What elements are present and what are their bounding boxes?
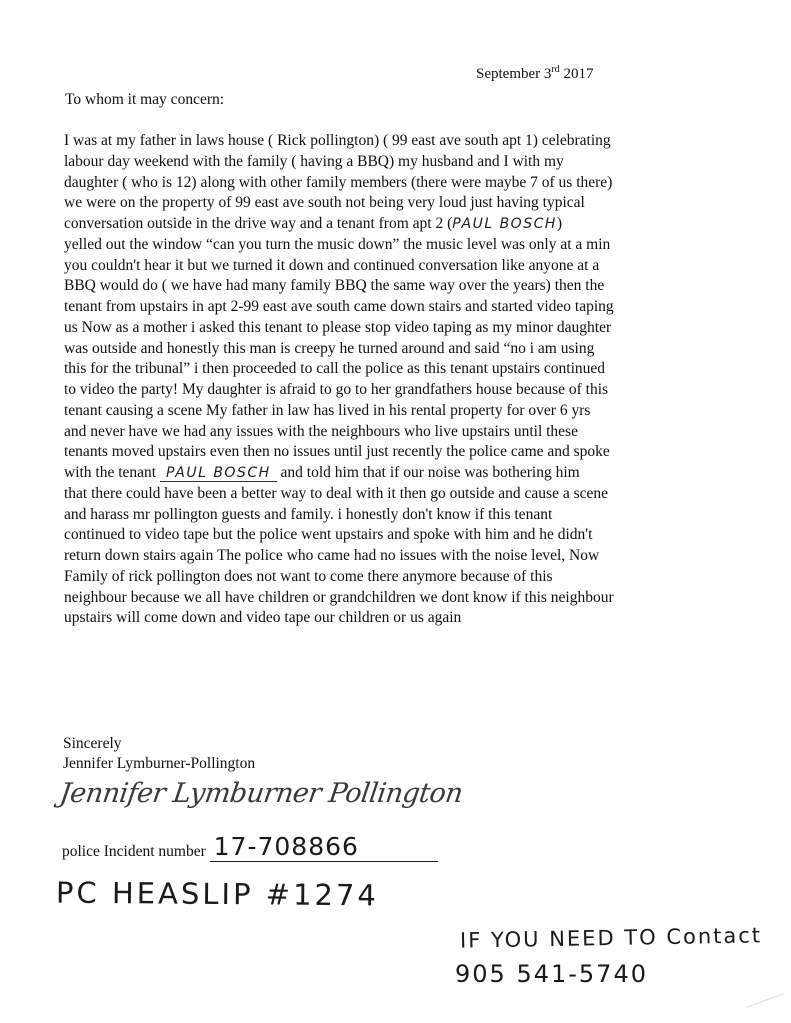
body-line: [64, 256, 764, 277]
handwritten-tenant-name: PAUL BOSCH: [160, 465, 277, 482]
body-line-text: with the tenant: [64, 464, 160, 481]
body-line-text: us Now as a mother i asked this tenant to please stop video taping as my minor daughter: [64, 318, 612, 336]
body-line-text: BBQ would do ( we have had many family BBQ the same way over the years) then the: [64, 277, 605, 295]
body-line-text: labour day weekend with the family ( having a BBQ) my husband and I with my: [64, 152, 564, 170]
body-line: [64, 152, 764, 173]
body-line: [64, 359, 764, 380]
body-line: [64, 235, 764, 256]
contact-phone-number: 905 541-5740: [455, 960, 648, 988]
body-line-text: upstairs will come down and video tape our children or us again: [64, 609, 462, 627]
body-line-text: Family of rick pollington does not want to come there anymore because of this: [64, 567, 553, 585]
body-line-text: and never have we had any issues with the neighbours who live upstairs until these: [64, 422, 578, 440]
closing-block: [63, 734, 255, 774]
author-name: Jennifer Lymburner-Pollington: [63, 755, 256, 772]
letter-date: [476, 64, 594, 84]
body-line: [64, 214, 764, 235]
body-line-text: continued to video tape but the police went upstairs and spoke with him and he didn't: [64, 526, 593, 544]
body-line: [64, 463, 764, 484]
date-ordinal-suffix: rd: [551, 64, 560, 75]
body-line: [64, 131, 764, 152]
incident-number: 17-708866: [210, 833, 438, 862]
scan-mark: [746, 993, 784, 1008]
body-line: [64, 318, 764, 339]
body-line: [64, 608, 764, 629]
body-line-text: you couldn't hear it but we turned it down and continued conversation like anyone at a: [64, 256, 600, 274]
body-line-text: conversation outside in the drive way and a tenant from apt 2 (: [64, 215, 453, 232]
body-line-text: tenants moved upstairs even then no issues until just recently the police came and spoke: [64, 443, 610, 461]
body-line-text: I was at my father in laws house ( Rick pollington) ( 99 east ave south apt 1) celebrating: [64, 132, 611, 149]
contact-note-label: IF YOU NEED TO Contact: [459, 923, 763, 953]
body-line-text: that there could have been a better way to deal with it then go outside and cause a scene: [64, 484, 609, 502]
body-line: [64, 525, 764, 546]
body-line-text: to video the party! My daughter is afraid to go to her grandfathers house because of this: [64, 381, 609, 398]
body-line: [64, 380, 764, 401]
incident-line: [62, 833, 438, 862]
date-year: 2017: [559, 66, 594, 82]
body-line-text: daughter ( who is 12) along with other family members (there were maybe 7 of us there): [64, 173, 613, 191]
incident-label: police Incident number: [62, 843, 210, 860]
body-line-text: we were on the property of 99 east ave south not being very loud just having typical: [64, 194, 585, 212]
body-line-text: yelled out the window “can you turn the music down” the music level was only at a min: [64, 235, 611, 253]
closing-word: Sincerely: [63, 735, 122, 752]
body-line: [64, 339, 764, 360]
letter-body: [64, 131, 764, 629]
body-line: [64, 588, 764, 609]
body-line-text: was outside and honestly this man is creepy he turned around and said “no i am using: [64, 339, 595, 357]
body-line: [64, 546, 764, 567]
body-line: [64, 442, 764, 463]
body-line-text: this for the tribunal” i then proceeded to call the police as this tenant upstairs continued: [64, 360, 606, 378]
body-line-text: and harass mr pollington guests and family. i honestly don't know if this tenant: [64, 505, 553, 523]
body-line: [64, 173, 764, 194]
body-line: [64, 422, 764, 443]
body-line-text: return down stairs again The police who came had no issues with the noise level, Now: [64, 547, 600, 564]
body-line: [64, 276, 764, 297]
body-line-continuation: ): [556, 215, 563, 232]
body-line-text: tenant from upstairs in apt 2-99 east ave south came down stairs and started video taping: [64, 298, 614, 315]
body-line-continuation: and told him that if our noise was bothering him: [276, 464, 580, 481]
body-line: [64, 484, 764, 505]
body-line-text: neighbour because we all have children or grandchildren we dont know if this neighbour: [64, 588, 614, 606]
body-line: [64, 193, 764, 214]
officer-note: PC HEASLIP #1274: [55, 875, 380, 913]
body-line: [64, 401, 764, 422]
date-month-day: September 3: [476, 66, 552, 82]
body-line-text: tenant causing a scene My father in law has lived in his rental property for over 6 yrs: [64, 401, 591, 419]
body-line: [64, 297, 764, 318]
body-line: [64, 567, 764, 588]
body-line: [64, 505, 764, 526]
salutation: To whom it may concern:: [65, 91, 225, 108]
handwritten-signature: Jennifer Lymburner Pollington: [57, 778, 465, 809]
handwritten-tenant-name: PAUL BOSCH: [452, 216, 557, 232]
